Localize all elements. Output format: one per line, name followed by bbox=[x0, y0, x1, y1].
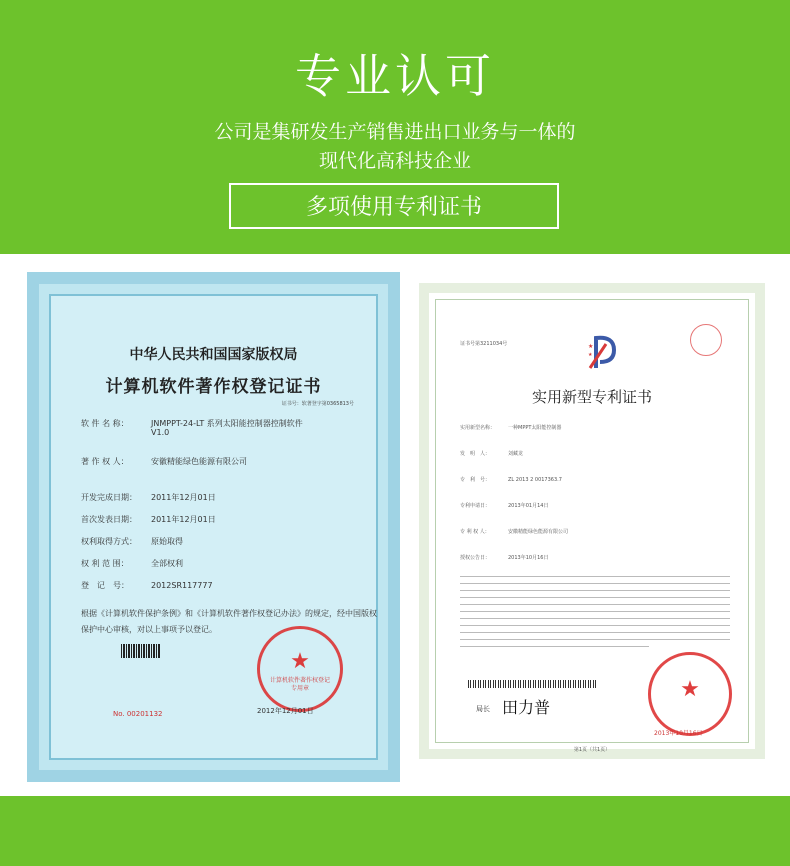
row-value: 2013年10月16日 bbox=[508, 555, 549, 561]
red-seal-icon: ★ 计算机软件著作权登记专用章 bbox=[257, 626, 343, 712]
row-value: 安徽精能绿色能源有限公司 bbox=[508, 529, 569, 535]
row-key: 实用新型名称： bbox=[460, 425, 496, 431]
description-line-1: 公司是集研发生产销售进出口业务与一体的 bbox=[214, 121, 576, 143]
row-key: 发 明 人： bbox=[460, 451, 491, 457]
cert2-title: 实用新型专利证书 bbox=[531, 388, 652, 406]
row-value: 2011年12月01日 bbox=[151, 515, 216, 524]
row-value: 刘藏龙 bbox=[508, 451, 524, 457]
cert2-page-number: 第1页（共1页） bbox=[573, 747, 611, 753]
row-value: 全部权利 bbox=[151, 559, 183, 568]
row-key: 专利申请日： bbox=[460, 503, 491, 509]
row-value: 安徽精能绿色能源有限公司 bbox=[151, 457, 247, 466]
cert1-row bbox=[81, 456, 247, 467]
row-key: 著 作 权 人： bbox=[81, 457, 129, 466]
row-value: 一种MPPT太阳能控制器 bbox=[508, 425, 562, 431]
cert1-statement: 根据《计算机软件保护条例》和《计算机软件著作权登记办法》的规定，经中国版权保护中心审核，对以上事项予以登记。 bbox=[81, 609, 377, 634]
cert2-row bbox=[460, 476, 562, 483]
certificate-inner-frame bbox=[49, 294, 378, 760]
cert2-number: 证书号第3211034号 bbox=[460, 341, 508, 347]
row-key: 登 记 号： bbox=[81, 581, 129, 590]
row-value: 2011年12月01日 bbox=[151, 493, 216, 502]
software-copyright-certificate bbox=[27, 272, 400, 782]
row-value: 2012SR117777 bbox=[151, 581, 213, 590]
seal-text: 计算机软件著作权登记专用章 bbox=[270, 677, 331, 692]
row-value: 2013年01月14日 bbox=[508, 503, 549, 509]
row-key: 权利取得方式： bbox=[81, 537, 137, 546]
director-label: 局长 bbox=[476, 705, 490, 713]
utility-patent-certificate bbox=[419, 283, 765, 759]
company-description bbox=[0, 118, 790, 176]
cert2-row bbox=[460, 424, 561, 431]
cert1-row bbox=[81, 492, 216, 503]
director-signature: 田力普 bbox=[502, 698, 551, 717]
cert2-row bbox=[460, 554, 548, 561]
certificate-inner-frame bbox=[435, 299, 749, 753]
row-key: 专 利 权 人： bbox=[460, 529, 490, 535]
cert1-row bbox=[81, 428, 169, 437]
row-key: 首次发表日期： bbox=[81, 515, 137, 524]
cert1-row bbox=[81, 514, 216, 525]
page-title: 专业认可 bbox=[295, 49, 495, 103]
row-key: 授权公告日： bbox=[460, 555, 491, 561]
cert1-issuer: 中华人民共和国国家版权局 bbox=[129, 347, 298, 363]
patents-label-box: 多项使用专利证书 bbox=[229, 183, 559, 229]
corner-stamp-icon bbox=[690, 324, 722, 356]
cert1-seal-date: 2012年12月01日 bbox=[257, 707, 314, 715]
row-value: V1.0 bbox=[151, 428, 170, 437]
row-key: 权 利 范 围： bbox=[81, 559, 129, 568]
cert2-body-text-lines bbox=[460, 576, 730, 653]
svg-text:★: ★ bbox=[588, 352, 593, 358]
row-key: 开发完成日期： bbox=[81, 493, 137, 502]
cert1-row bbox=[81, 558, 183, 569]
red-seal-icon: ★ bbox=[648, 652, 732, 736]
cert2-row bbox=[460, 450, 523, 457]
cert1-title: 计算机软件著作权登记证书 bbox=[105, 377, 322, 397]
cert1-serial: No. 00201132 bbox=[113, 710, 163, 718]
description-line-2: 现代化高科技企业 bbox=[318, 150, 471, 172]
row-key: 专 利 号： bbox=[460, 477, 491, 483]
cert1-row bbox=[81, 536, 183, 547]
row-key: 软 件 名 称： bbox=[81, 419, 129, 428]
row-value: ZL 2013 2 0017363.7 bbox=[508, 477, 562, 483]
barcode-icon bbox=[468, 680, 598, 688]
row-value: JNMPPT-24-LT 系列太阳能控制器控制软件 bbox=[151, 419, 303, 428]
cert2-row bbox=[460, 528, 568, 535]
patent-office-logo-icon bbox=[586, 332, 622, 372]
row-value: 原始取得 bbox=[151, 537, 183, 546]
cert1-number: 证书号：软著登字第0365813号 bbox=[281, 401, 354, 407]
cert2-seal-date: 2013年10月16日 bbox=[654, 730, 703, 737]
svg-text:★: ★ bbox=[588, 343, 594, 350]
cert2-row bbox=[460, 502, 548, 509]
cert1-row bbox=[81, 580, 213, 591]
barcode-icon bbox=[121, 644, 161, 658]
